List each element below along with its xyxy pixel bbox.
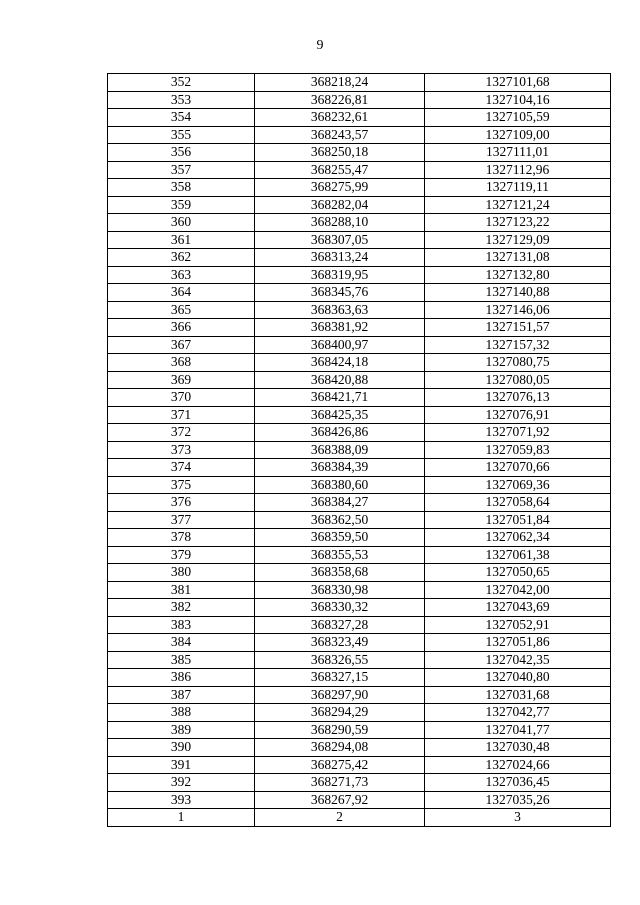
- y-coordinate-cell: 1327024,66: [425, 756, 611, 774]
- coordinates-table-body: [108, 74, 611, 827]
- table-row: [108, 389, 611, 407]
- x-coordinate-cell: 368384,39: [255, 459, 425, 477]
- table-row: [108, 774, 611, 792]
- table-row: [108, 651, 611, 669]
- y-coordinate-cell: 1327041,77: [425, 721, 611, 739]
- point-number-cell: 384: [108, 634, 255, 652]
- y-coordinate-cell: 1327062,34: [425, 529, 611, 547]
- table-row: [108, 161, 611, 179]
- x-coordinate-cell: 368226,81: [255, 91, 425, 109]
- table-row: [108, 529, 611, 547]
- y-coordinate-cell: 1327031,68: [425, 686, 611, 704]
- point-number-cell: 355: [108, 126, 255, 144]
- table-row: [108, 144, 611, 162]
- point-number-cell: 374: [108, 459, 255, 477]
- point-number-cell: 393: [108, 791, 255, 809]
- point-number-cell: 363: [108, 266, 255, 284]
- point-number-cell: 359: [108, 196, 255, 214]
- y-coordinate-cell: 1327101,68: [425, 74, 611, 92]
- x-coordinate-cell: 368388,09: [255, 441, 425, 459]
- point-number-cell: 366: [108, 319, 255, 337]
- point-number-cell: 377: [108, 511, 255, 529]
- point-number-cell: 386: [108, 669, 255, 687]
- table-row: [108, 74, 611, 92]
- y-coordinate-cell: 1327042,77: [425, 704, 611, 722]
- x-coordinate-cell: 368255,47: [255, 161, 425, 179]
- y-coordinate-cell: 1327112,96: [425, 161, 611, 179]
- point-number-cell: 369: [108, 371, 255, 389]
- x-coordinate-cell: 368400,97: [255, 336, 425, 354]
- x-coordinate-cell: 368345,76: [255, 284, 425, 302]
- table-row: [108, 196, 611, 214]
- point-number-cell: 354: [108, 109, 255, 127]
- table-row: [108, 791, 611, 809]
- y-coordinate-cell: 1327111,01: [425, 144, 611, 162]
- table-row: [108, 634, 611, 652]
- x-coordinate-cell: 368380,60: [255, 476, 425, 494]
- y-coordinate-cell: 1327043,69: [425, 599, 611, 617]
- point-number-cell: 357: [108, 161, 255, 179]
- point-number-cell: 368: [108, 354, 255, 372]
- y-coordinate-cell: 1327157,32: [425, 336, 611, 354]
- table-row: [108, 441, 611, 459]
- table-row: [108, 564, 611, 582]
- x-coordinate-cell: 368421,71: [255, 389, 425, 407]
- x-coordinate-cell: 368218,24: [255, 74, 425, 92]
- x-coordinate-cell: 368425,35: [255, 406, 425, 424]
- point-number-cell: 392: [108, 774, 255, 792]
- y-coordinate-cell: 1327069,36: [425, 476, 611, 494]
- y-coordinate-cell: 1327080,05: [425, 371, 611, 389]
- point-number-cell: 388: [108, 704, 255, 722]
- x-coordinate-cell: 368307,05: [255, 231, 425, 249]
- table-row: [108, 406, 611, 424]
- x-coordinate-cell: 368330,32: [255, 599, 425, 617]
- point-number-cell: 365: [108, 301, 255, 319]
- point-number-cell: 370: [108, 389, 255, 407]
- x-coordinate-cell: 368243,57: [255, 126, 425, 144]
- table-row: [108, 721, 611, 739]
- point-number-cell: 380: [108, 564, 255, 582]
- table-row: [108, 109, 611, 127]
- x-coordinate-cell: 368290,59: [255, 721, 425, 739]
- table-row: [108, 266, 611, 284]
- y-coordinate-cell: 1327146,06: [425, 301, 611, 319]
- point-number-cell: 364: [108, 284, 255, 302]
- table-row: [108, 546, 611, 564]
- table-row: [108, 301, 611, 319]
- x-coordinate-cell: 368294,29: [255, 704, 425, 722]
- column-number-row: [108, 809, 611, 827]
- y-coordinate-cell: 1327140,88: [425, 284, 611, 302]
- x-coordinate-cell: 368362,50: [255, 511, 425, 529]
- table-row: [108, 494, 611, 512]
- x-coordinate-cell: 368294,08: [255, 739, 425, 757]
- y-coordinate-cell: 1327051,86: [425, 634, 611, 652]
- x-coordinate-cell: 368275,42: [255, 756, 425, 774]
- y-coordinate-cell: 1327059,83: [425, 441, 611, 459]
- x-coordinate-cell: 368381,92: [255, 319, 425, 337]
- table-row: [108, 511, 611, 529]
- y-coordinate-cell: 1327061,38: [425, 546, 611, 564]
- point-number-cell: 378: [108, 529, 255, 547]
- table-row: [108, 319, 611, 337]
- point-number-cell: 371: [108, 406, 255, 424]
- table-row: [108, 599, 611, 617]
- y-coordinate-cell: 1327131,08: [425, 249, 611, 267]
- point-number-cell: 372: [108, 424, 255, 442]
- point-number-cell: 367: [108, 336, 255, 354]
- x-coordinate-cell: 368326,55: [255, 651, 425, 669]
- x-coordinate-cell: 368267,92: [255, 791, 425, 809]
- y-coordinate-cell: 1327132,80: [425, 266, 611, 284]
- table-row: [108, 179, 611, 197]
- table-row: [108, 231, 611, 249]
- y-coordinate-cell: 1327119,11: [425, 179, 611, 197]
- table-row: [108, 476, 611, 494]
- y-coordinate-cell: 1327121,24: [425, 196, 611, 214]
- point-number-cell: 391: [108, 756, 255, 774]
- y-coordinate-cell: 1327035,26: [425, 791, 611, 809]
- x-coordinate-cell: 368420,88: [255, 371, 425, 389]
- x-coordinate-cell: 368232,61: [255, 109, 425, 127]
- x-coordinate-cell: 368288,10: [255, 214, 425, 232]
- x-coordinate-cell: 368330,98: [255, 581, 425, 599]
- table-row: [108, 126, 611, 144]
- x-coordinate-cell: 368297,90: [255, 686, 425, 704]
- table-row: [108, 371, 611, 389]
- y-coordinate-cell: 1327036,45: [425, 774, 611, 792]
- x-coordinate-cell: 368359,50: [255, 529, 425, 547]
- x-coordinate-cell: 368323,49: [255, 634, 425, 652]
- table-row: [108, 581, 611, 599]
- y-coordinate-cell: 1327109,00: [425, 126, 611, 144]
- point-number-cell: 389: [108, 721, 255, 739]
- x-coordinate-cell: 368282,04: [255, 196, 425, 214]
- point-number-cell: 375: [108, 476, 255, 494]
- column-number-cell: 3: [425, 809, 611, 827]
- column-number-cell: 1: [108, 809, 255, 827]
- y-coordinate-cell: 1327080,75: [425, 354, 611, 372]
- y-coordinate-cell: 1327123,22: [425, 214, 611, 232]
- x-coordinate-cell: 368327,15: [255, 669, 425, 687]
- table-row: [108, 249, 611, 267]
- table-row: [108, 616, 611, 634]
- y-coordinate-cell: 1327050,65: [425, 564, 611, 582]
- table-row: [108, 336, 611, 354]
- x-coordinate-cell: 368319,95: [255, 266, 425, 284]
- y-coordinate-cell: 1327030,48: [425, 739, 611, 757]
- point-number-cell: 360: [108, 214, 255, 232]
- x-coordinate-cell: 368271,73: [255, 774, 425, 792]
- x-coordinate-cell: 368384,27: [255, 494, 425, 512]
- table-row: [108, 284, 611, 302]
- point-number-cell: 379: [108, 546, 255, 564]
- x-coordinate-cell: 368250,18: [255, 144, 425, 162]
- point-number-cell: 352: [108, 74, 255, 92]
- x-coordinate-cell: 368327,28: [255, 616, 425, 634]
- table-row: [108, 756, 611, 774]
- table-row: [108, 91, 611, 109]
- point-number-cell: 376: [108, 494, 255, 512]
- point-number-cell: 353: [108, 91, 255, 109]
- point-number-cell: 362: [108, 249, 255, 267]
- y-coordinate-cell: 1327076,13: [425, 389, 611, 407]
- y-coordinate-cell: 1327129,09: [425, 231, 611, 249]
- coordinates-table: [107, 73, 611, 827]
- point-number-cell: 383: [108, 616, 255, 634]
- y-coordinate-cell: 1327071,92: [425, 424, 611, 442]
- point-number-cell: 385: [108, 651, 255, 669]
- point-number-cell: 356: [108, 144, 255, 162]
- y-coordinate-cell: 1327042,00: [425, 581, 611, 599]
- point-number-cell: 381: [108, 581, 255, 599]
- page-number: 9: [316, 38, 324, 53]
- point-number-cell: 390: [108, 739, 255, 757]
- point-number-cell: 382: [108, 599, 255, 617]
- point-number-cell: 358: [108, 179, 255, 197]
- y-coordinate-cell: 1327070,66: [425, 459, 611, 477]
- x-coordinate-cell: 368424,18: [255, 354, 425, 372]
- table-row: [108, 669, 611, 687]
- point-number-cell: 361: [108, 231, 255, 249]
- x-coordinate-cell: 368358,68: [255, 564, 425, 582]
- point-number-cell: 373: [108, 441, 255, 459]
- y-coordinate-cell: 1327051,84: [425, 511, 611, 529]
- y-coordinate-cell: 1327058,64: [425, 494, 611, 512]
- x-coordinate-cell: 368313,24: [255, 249, 425, 267]
- y-coordinate-cell: 1327052,91: [425, 616, 611, 634]
- column-number-cell: 2: [255, 809, 425, 827]
- table-row: [108, 214, 611, 232]
- x-coordinate-cell: 368355,53: [255, 546, 425, 564]
- table-row: [108, 739, 611, 757]
- table-row: [108, 704, 611, 722]
- y-coordinate-cell: 1327105,59: [425, 109, 611, 127]
- point-number-cell: 387: [108, 686, 255, 704]
- x-coordinate-cell: 368363,63: [255, 301, 425, 319]
- table-row: [108, 459, 611, 477]
- x-coordinate-cell: 368275,99: [255, 179, 425, 197]
- table-row: [108, 686, 611, 704]
- y-coordinate-cell: 1327042,35: [425, 651, 611, 669]
- y-coordinate-cell: 1327104,16: [425, 91, 611, 109]
- table-row: [108, 424, 611, 442]
- y-coordinate-cell: 1327076,91: [425, 406, 611, 424]
- y-coordinate-cell: 1327040,80: [425, 669, 611, 687]
- table-row: [108, 354, 611, 372]
- x-coordinate-cell: 368426,86: [255, 424, 425, 442]
- y-coordinate-cell: 1327151,57: [425, 319, 611, 337]
